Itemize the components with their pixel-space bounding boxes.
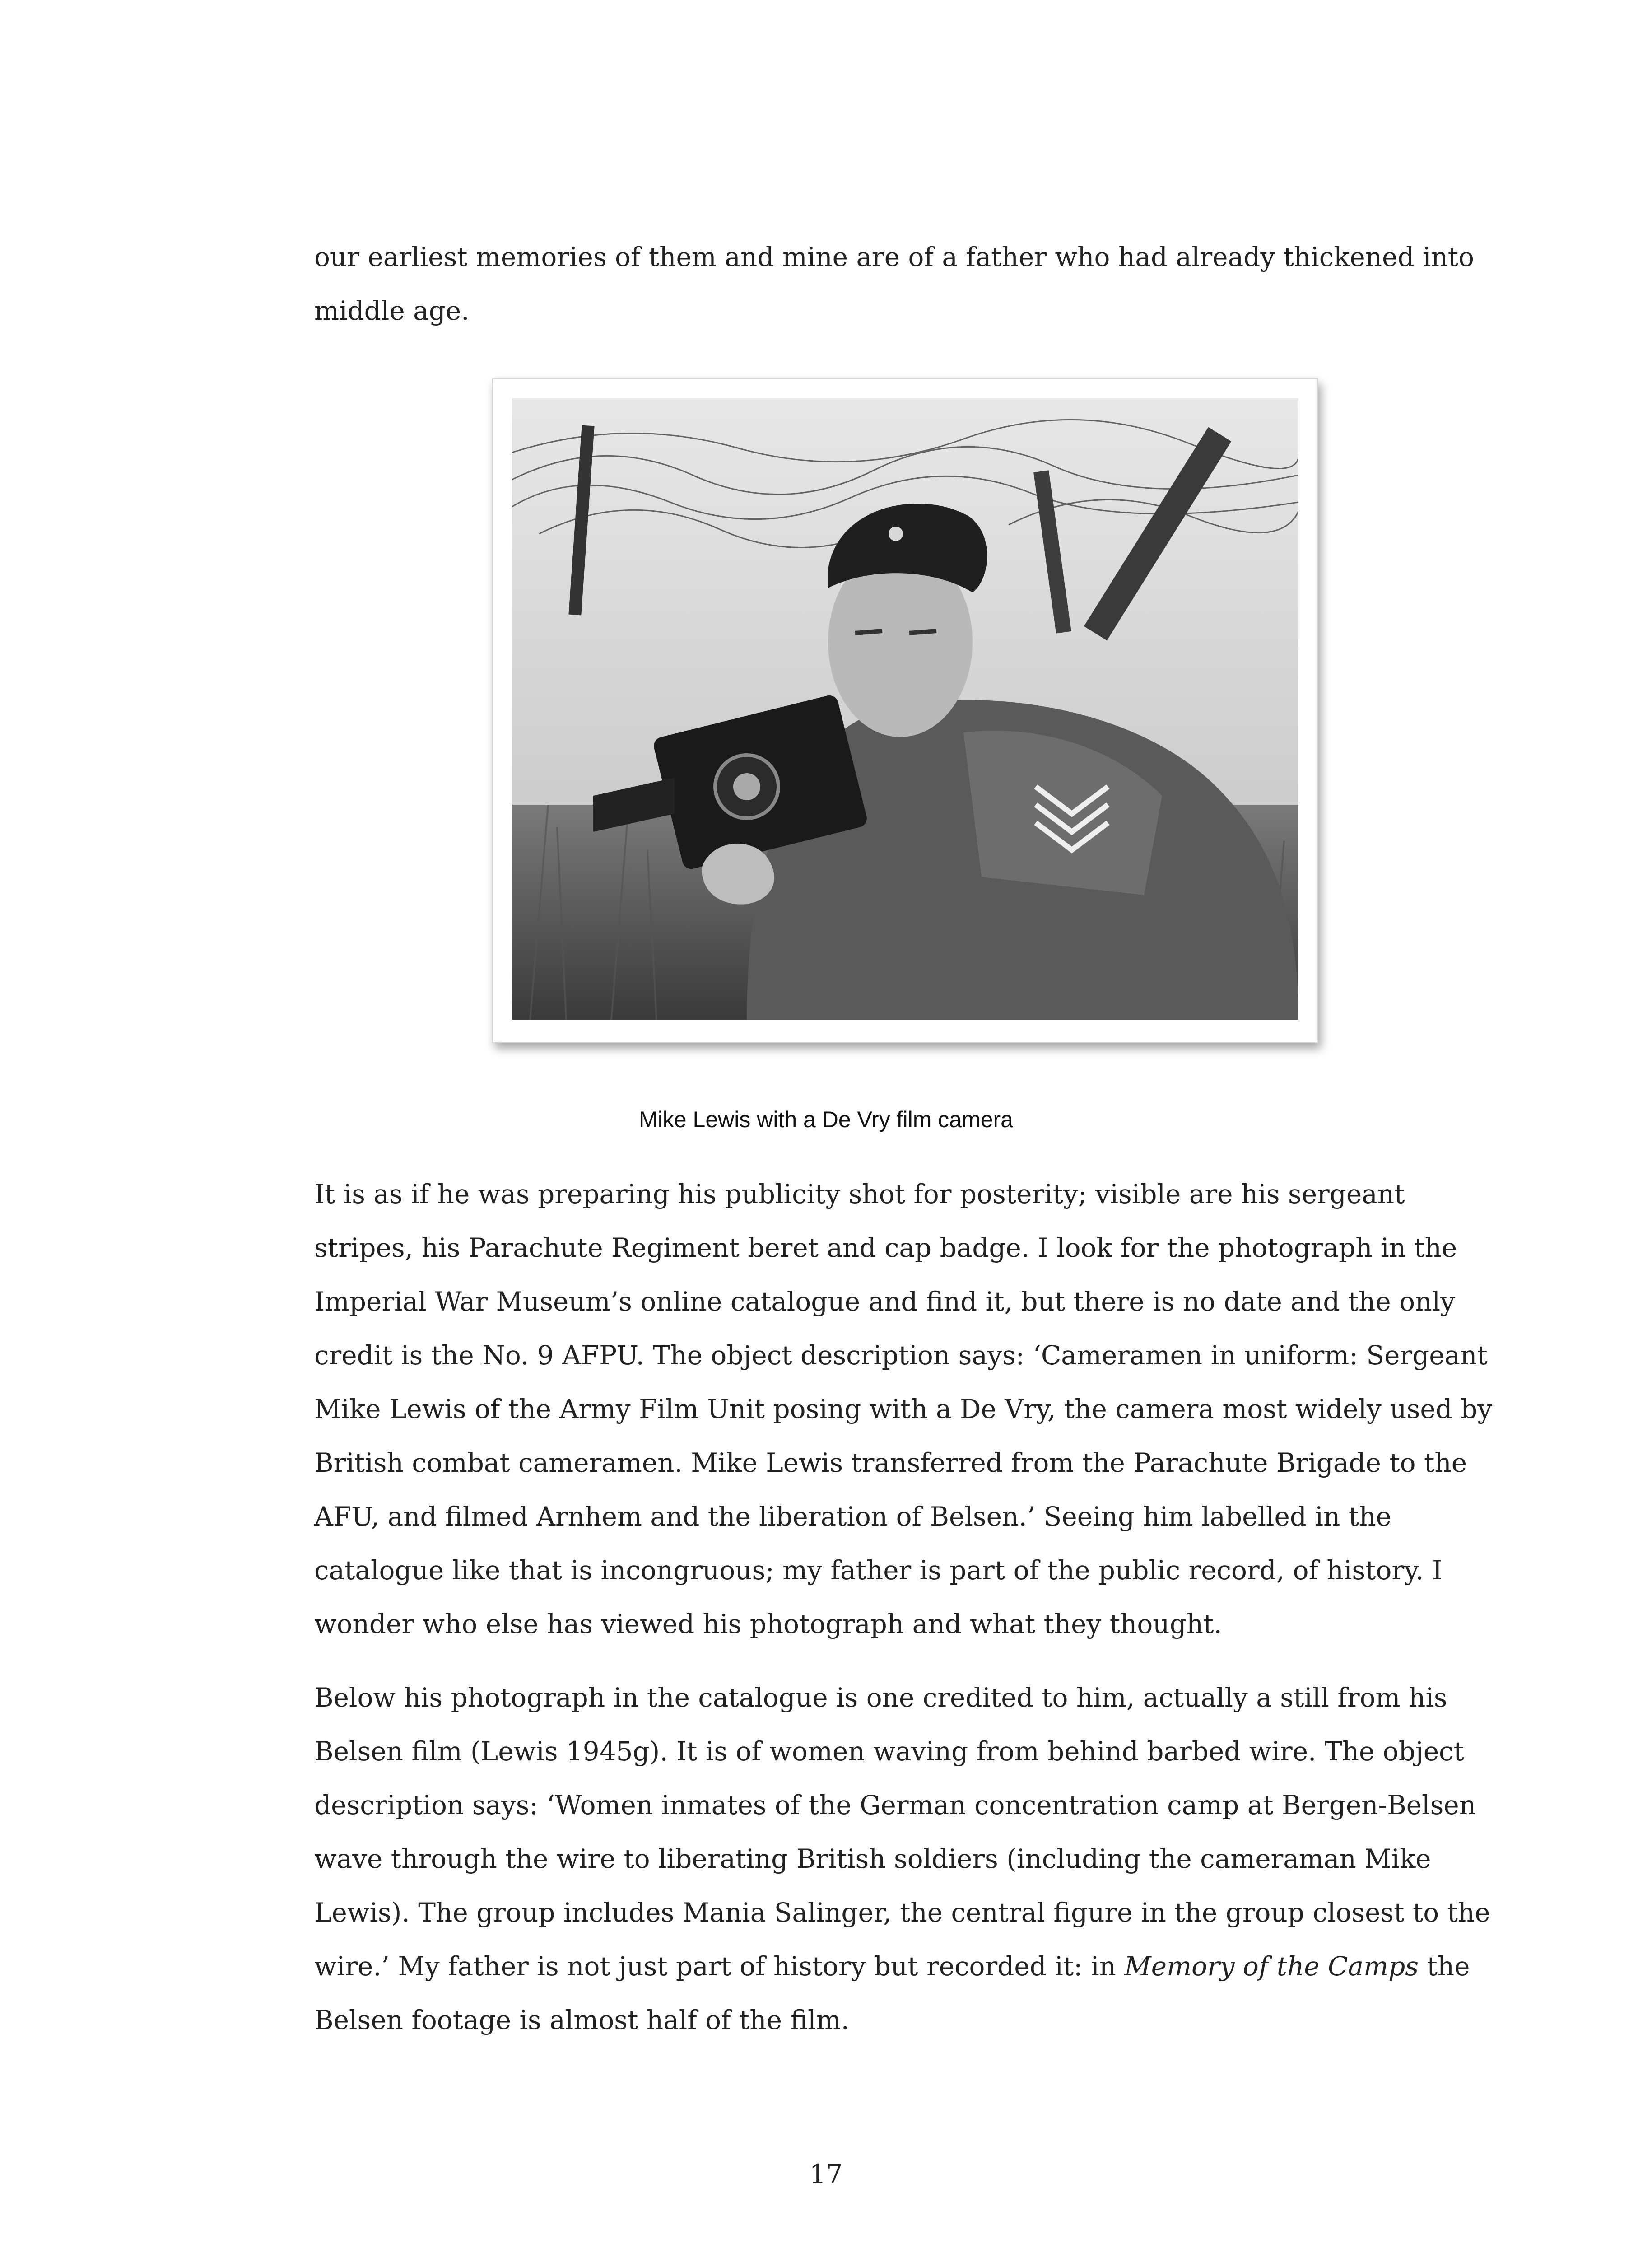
- paragraph-3-text: [314, 1671, 1511, 2047]
- paragraph-2-text: It is as if he was preparing his publicity shot for posterity; visible are his sergeant stripes, his Parachute Regiment beret and cap badge. I look for the photograph in the Imperial War Museum’s online catalogue and find it, but there is no date and the only credit is the No. 9 AFPU. The object description says: ‘Cameramen in uniform: Sergeant Mike Lewis of the Army Film Unit posing with a De Vry, the camera most widely used by British combat cameramen. Mike Lewis transferred from the Parachute Brigade to the AFU, and filmed Arnhem and the liberation of Belsen.’ Seeing him labelled in the catalogue like that is incongruous; my father is part of the public record, of history. I wonder who else has viewed his photograph and what they thought.: [314, 1179, 1493, 1639]
- photo-frame: [492, 378, 1318, 1043]
- intro-paragraph: [314, 230, 1511, 338]
- film-title: Memory of the Camps: [1124, 1951, 1419, 1982]
- paragraph-3-after-italic: the Belsen footage is almost half of the film.: [314, 1951, 1470, 2035]
- intro-paragraph-text: our earliest memories of them and mine are of a father who had already thickened into middle age.: [314, 242, 1475, 326]
- page-number: 17: [809, 2159, 843, 2189]
- paragraph-3: [314, 1671, 1511, 2047]
- paragraph-2: [314, 1167, 1511, 1651]
- paragraph-3-before-italic: Below his photograph in the catalogue is one credited to him, actually a still from his Belsen film (Lewis 1945g). It is of women waving from behind barbed wire. The object description says: ‘Women inmates of the German concentration camp at Bergen-Belsen wave through the wire to liberating British soldiers (including the cameraman Mike Lewis). The group includes Mania Salinger, the central figure in the group closest to the wire.’ My father is not just part of history but recorded it: in: [314, 1682, 1490, 1982]
- photo-caption: Mike Lewis with a De Vry film camera: [639, 1107, 1013, 1132]
- soldier-with-camera-photo: [512, 398, 1298, 1020]
